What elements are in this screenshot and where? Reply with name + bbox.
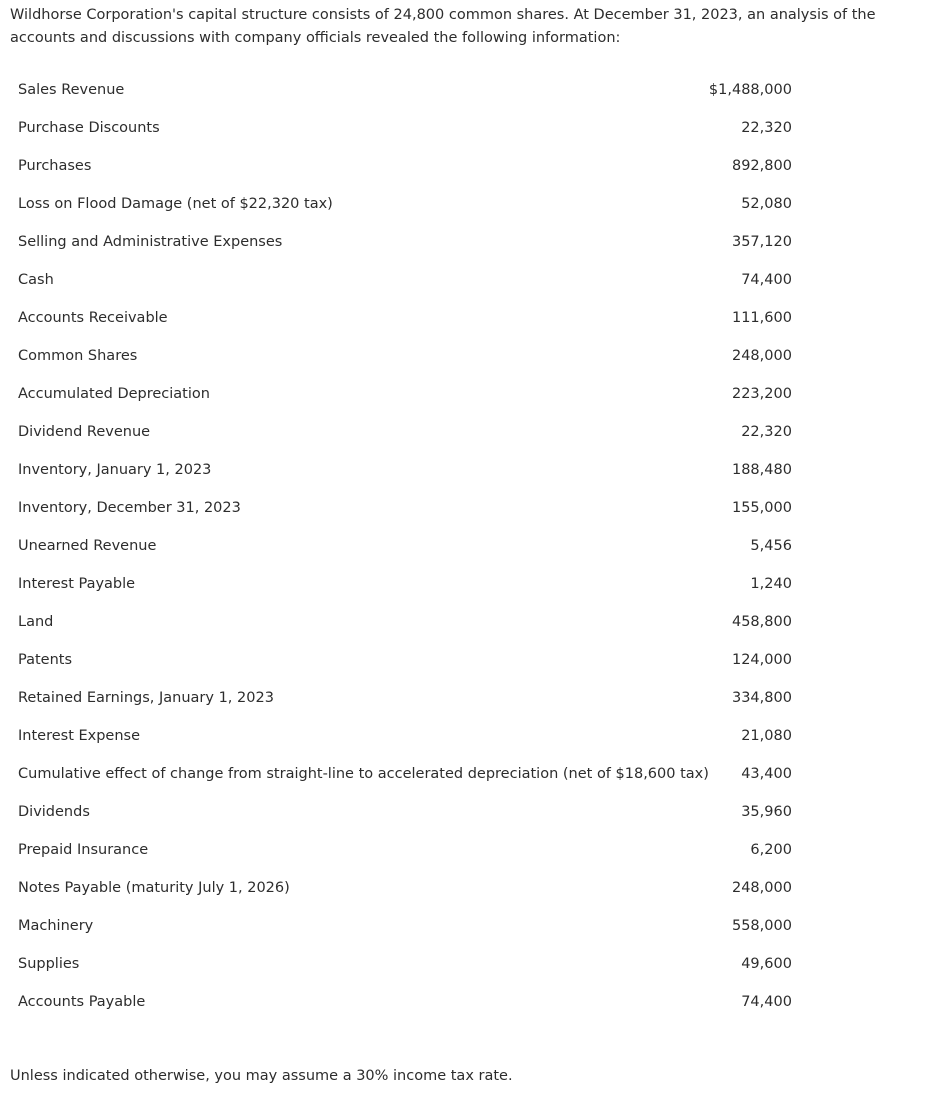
account-amount: 35,960 xyxy=(741,804,792,820)
account-label: Machinery xyxy=(18,918,94,934)
account-amount: 155,000 xyxy=(731,500,792,516)
account-label: Inventory, January 1, 2023 xyxy=(18,462,212,478)
account-label: Sales Revenue xyxy=(18,82,125,98)
account-amount: 49,600 xyxy=(741,956,792,972)
account-amount: 892,800 xyxy=(731,158,792,174)
account-row xyxy=(18,337,792,375)
intro-paragraph: Wildhorse Corporation's capital structure consists of 24,800 common shares. At December 31, 2023, an analysis of the accounts and discussions with company officials revealed the following information: xyxy=(10,7,876,46)
accounts-table xyxy=(18,71,792,1021)
account-row xyxy=(18,413,792,451)
account-amount: 334,800 xyxy=(731,690,792,706)
account-label: Selling and Administrative Expenses xyxy=(18,234,283,250)
account-amount: 458,800 xyxy=(731,614,792,630)
account-label: Retained Earnings, January 1, 2023 xyxy=(18,690,274,706)
account-row xyxy=(18,451,792,489)
account-amount: 74,400 xyxy=(741,272,792,288)
account-amount: 52,080 xyxy=(741,196,792,212)
account-row xyxy=(18,983,792,1021)
account-row xyxy=(18,299,792,337)
account-row xyxy=(18,109,792,147)
account-row xyxy=(18,71,792,109)
account-label: Accumulated Depreciation xyxy=(18,386,210,402)
account-label: Loss on Flood Damage (net of $22,320 tax) xyxy=(18,196,333,212)
account-row xyxy=(18,603,792,641)
account-row xyxy=(18,641,792,679)
account-row xyxy=(18,793,792,831)
account-label: Dividend Revenue xyxy=(18,424,151,440)
account-label: Unearned Revenue xyxy=(18,538,157,554)
account-row xyxy=(18,907,792,945)
account-label: Common Shares xyxy=(18,348,138,364)
account-row xyxy=(18,223,792,261)
account-amount: 558,000 xyxy=(731,918,792,934)
account-label: Land xyxy=(18,614,54,630)
accounts-table-body xyxy=(18,71,792,1021)
account-label: Purchase Discounts xyxy=(18,120,160,136)
account-amount: 357,120 xyxy=(731,234,792,250)
account-label: Prepaid Insurance xyxy=(18,842,149,858)
account-label: Dividends xyxy=(18,804,90,820)
account-row xyxy=(18,489,792,527)
account-amount: 5,456 xyxy=(750,538,792,554)
account-label: Notes Payable (maturity July 1, 2026) xyxy=(18,880,290,896)
account-row xyxy=(18,945,792,983)
account-label: Accounts Receivable xyxy=(18,310,168,326)
account-row xyxy=(18,717,792,755)
account-row xyxy=(18,831,792,869)
account-label: Supplies xyxy=(18,956,80,972)
account-amount: 6,200 xyxy=(750,842,792,858)
account-amount: 223,200 xyxy=(731,386,792,402)
account-amount: $1,488,000 xyxy=(708,82,792,98)
account-row xyxy=(18,869,792,907)
account-amount: 248,000 xyxy=(731,348,792,364)
account-label: Interest Expense xyxy=(18,728,141,744)
account-label: Cash xyxy=(18,272,54,288)
account-label: Accounts Payable xyxy=(18,994,146,1010)
account-amount: 22,320 xyxy=(741,120,792,136)
account-label: Purchases xyxy=(18,158,92,174)
account-amount: 188,480 xyxy=(731,462,792,478)
account-row xyxy=(18,147,792,185)
account-row xyxy=(18,565,792,603)
account-row xyxy=(18,185,792,223)
account-label: Inventory, December 31, 2023 xyxy=(18,500,241,516)
account-row xyxy=(18,755,792,793)
account-label: Cumulative effect of change from straight-line to accelerated depreciation (net of $18,600 tax) xyxy=(18,766,709,782)
account-row xyxy=(18,261,792,299)
account-amount: 21,080 xyxy=(741,728,792,744)
account-amount: 111,600 xyxy=(731,310,792,326)
account-amount: 248,000 xyxy=(731,880,792,896)
account-amount: 74,400 xyxy=(741,994,792,1010)
tax-rate-note: Unless indicated otherwise, you may assume a 30% income tax rate. xyxy=(10,1068,513,1084)
account-amount: 124,000 xyxy=(731,652,792,668)
account-row xyxy=(18,527,792,565)
account-row xyxy=(18,679,792,717)
account-amount: 22,320 xyxy=(741,424,792,440)
account-label: Interest Payable xyxy=(18,576,136,592)
account-label: Patents xyxy=(18,652,73,668)
account-row xyxy=(18,375,792,413)
account-amount: 43,400 xyxy=(741,766,792,782)
account-amount: 1,240 xyxy=(750,576,792,592)
